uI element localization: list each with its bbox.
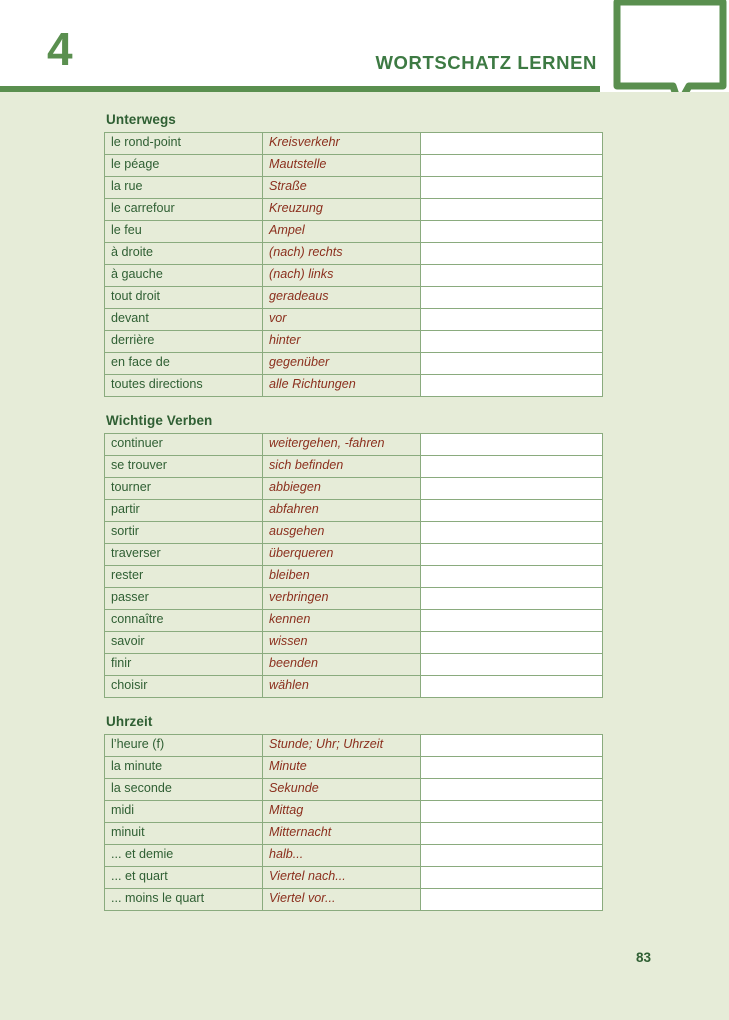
- notes-cell[interactable]: [421, 375, 603, 397]
- table-row: [105, 331, 603, 353]
- notes-cell[interactable]: [421, 544, 603, 566]
- french-term: passer: [105, 588, 263, 610]
- table-row: [105, 544, 603, 566]
- german-term: Viertel vor...: [263, 889, 421, 911]
- german-term: Straße: [263, 177, 421, 199]
- german-term: Viertel nach...: [263, 867, 421, 889]
- content-panel: [0, 92, 729, 1020]
- table-row: [105, 478, 603, 500]
- notes-cell[interactable]: [421, 500, 603, 522]
- french-term: à gauche: [105, 265, 263, 287]
- french-term: toutes directions: [105, 375, 263, 397]
- notes-cell[interactable]: [421, 309, 603, 331]
- german-term: Mitternacht: [263, 823, 421, 845]
- german-term: (nach) rechts: [263, 243, 421, 265]
- table-row: [105, 801, 603, 823]
- table-row: [105, 265, 603, 287]
- table-row: [105, 610, 603, 632]
- notes-cell[interactable]: [421, 221, 603, 243]
- table-row: [105, 155, 603, 177]
- table-row: [105, 632, 603, 654]
- german-term: ausgehen: [263, 522, 421, 544]
- vocabulary-sections: [104, 112, 602, 913]
- notes-cell[interactable]: [421, 287, 603, 309]
- french-term: en face de: [105, 353, 263, 375]
- notes-cell[interactable]: [421, 654, 603, 676]
- table-row: [105, 889, 603, 911]
- vocabulary-table-uhrzeit: [104, 734, 603, 911]
- german-term: bleiben: [263, 566, 421, 588]
- notes-cell[interactable]: [421, 676, 603, 698]
- german-term: hinter: [263, 331, 421, 353]
- table-row: [105, 133, 603, 155]
- table-row: [105, 522, 603, 544]
- french-term: sortir: [105, 522, 263, 544]
- section-heading-unterwegs: Unterwegs: [106, 112, 176, 127]
- german-term: Sekunde: [263, 779, 421, 801]
- notes-cell[interactable]: [421, 610, 603, 632]
- table-row: [105, 199, 603, 221]
- notes-cell[interactable]: [421, 522, 603, 544]
- french-term: finir: [105, 654, 263, 676]
- french-term: tout droit: [105, 287, 263, 309]
- french-term: le feu: [105, 221, 263, 243]
- notes-cell[interactable]: [421, 757, 603, 779]
- french-term: continuer: [105, 434, 263, 456]
- notes-cell[interactable]: [421, 155, 603, 177]
- notes-cell[interactable]: [421, 478, 603, 500]
- notes-cell[interactable]: [421, 331, 603, 353]
- table-row: [105, 566, 603, 588]
- french-term: le rond-point: [105, 133, 263, 155]
- german-term: wählen: [263, 676, 421, 698]
- french-term: la minute: [105, 757, 263, 779]
- french-term: minuit: [105, 823, 263, 845]
- notes-cell[interactable]: [421, 845, 603, 867]
- french-term: se trouver: [105, 456, 263, 478]
- table-row: [105, 177, 603, 199]
- french-term: midi: [105, 801, 263, 823]
- french-term: rester: [105, 566, 263, 588]
- table-row: [105, 353, 603, 375]
- table-row: [105, 309, 603, 331]
- notes-cell[interactable]: [421, 889, 603, 911]
- german-term: Kreisverkehr: [263, 133, 421, 155]
- german-term: abbiegen: [263, 478, 421, 500]
- notes-cell[interactable]: [421, 588, 603, 610]
- german-term: sich befinden: [263, 456, 421, 478]
- french-term: ... moins le quart: [105, 889, 263, 911]
- table-row: [105, 654, 603, 676]
- french-term: tourner: [105, 478, 263, 500]
- table-row: [105, 779, 603, 801]
- page-number: 83: [635, 950, 651, 965]
- german-term: Ampel: [263, 221, 421, 243]
- vocabulary-table-wichtige-verben: [104, 433, 603, 698]
- german-term: Kreuzung: [263, 199, 421, 221]
- table-row: [105, 500, 603, 522]
- table-row: [105, 735, 603, 757]
- german-term: beenden: [263, 654, 421, 676]
- notes-cell[interactable]: [421, 632, 603, 654]
- german-term: weitergehen, -fahren: [263, 434, 421, 456]
- table-row: [105, 823, 603, 845]
- page-header: [0, 0, 729, 92]
- table-row: [105, 867, 603, 889]
- notes-cell[interactable]: [421, 177, 603, 199]
- german-term: Minute: [263, 757, 421, 779]
- table-row: [105, 243, 603, 265]
- notes-cell[interactable]: [421, 133, 603, 155]
- german-term: wissen: [263, 632, 421, 654]
- page-title: WORTSCHATZ LERNEN: [375, 52, 597, 73]
- french-term: ... et quart: [105, 867, 263, 889]
- german-term: überqueren: [263, 544, 421, 566]
- german-term: vor: [263, 309, 421, 331]
- german-term: Mittag: [263, 801, 421, 823]
- section-heading-wichtige-verben: Wichtige Verben: [106, 413, 213, 428]
- section-heading-uhrzeit: Uhrzeit: [106, 714, 153, 729]
- german-term: abfahren: [263, 500, 421, 522]
- notes-cell[interactable]: [421, 353, 603, 375]
- table-row: [105, 221, 603, 243]
- notes-cell[interactable]: [421, 243, 603, 265]
- notes-cell[interactable]: [421, 801, 603, 823]
- french-term: la rue: [105, 177, 263, 199]
- french-term: partir: [105, 500, 263, 522]
- french-term: traverser: [105, 544, 263, 566]
- french-term: connaître: [105, 610, 263, 632]
- german-term: verbringen: [263, 588, 421, 610]
- notes-cell[interactable]: [421, 199, 603, 221]
- french-term: à droite: [105, 243, 263, 265]
- german-term: geradeaus: [263, 287, 421, 309]
- french-term: l’heure (f): [105, 735, 263, 757]
- french-term: le péage: [105, 155, 263, 177]
- french-term: choisir: [105, 676, 263, 698]
- notes-cell[interactable]: [421, 823, 603, 845]
- german-term: halb...: [263, 845, 421, 867]
- table-row: [105, 434, 603, 456]
- german-term: Mautstelle: [263, 155, 421, 177]
- notes-cell[interactable]: [421, 735, 603, 757]
- notes-cell[interactable]: [421, 265, 603, 287]
- notes-cell[interactable]: [421, 434, 603, 456]
- french-term: le carrefour: [105, 199, 263, 221]
- vocabulary-table-unterwegs: [104, 132, 603, 397]
- table-row: [105, 588, 603, 610]
- german-term: gegenüber: [263, 353, 421, 375]
- french-term: ... et demie: [105, 845, 263, 867]
- notes-cell[interactable]: [421, 867, 603, 889]
- french-term: derrière: [105, 331, 263, 353]
- notes-cell[interactable]: [421, 779, 603, 801]
- table-row: [105, 676, 603, 698]
- french-term: la seconde: [105, 779, 263, 801]
- table-row: [105, 845, 603, 867]
- french-term: savoir: [105, 632, 263, 654]
- notes-cell[interactable]: [421, 566, 603, 588]
- german-term: (nach) links: [263, 265, 421, 287]
- german-term: alle Richtungen: [263, 375, 421, 397]
- table-row: [105, 456, 603, 478]
- german-term: kennen: [263, 610, 421, 632]
- table-row: [105, 287, 603, 309]
- table-row: [105, 757, 603, 779]
- chapter-number: 4: [47, 23, 73, 75]
- notes-cell[interactable]: [421, 456, 603, 478]
- french-term: devant: [105, 309, 263, 331]
- table-row: [105, 375, 603, 397]
- german-term: Stunde; Uhr; Uhrzeit: [263, 735, 421, 757]
